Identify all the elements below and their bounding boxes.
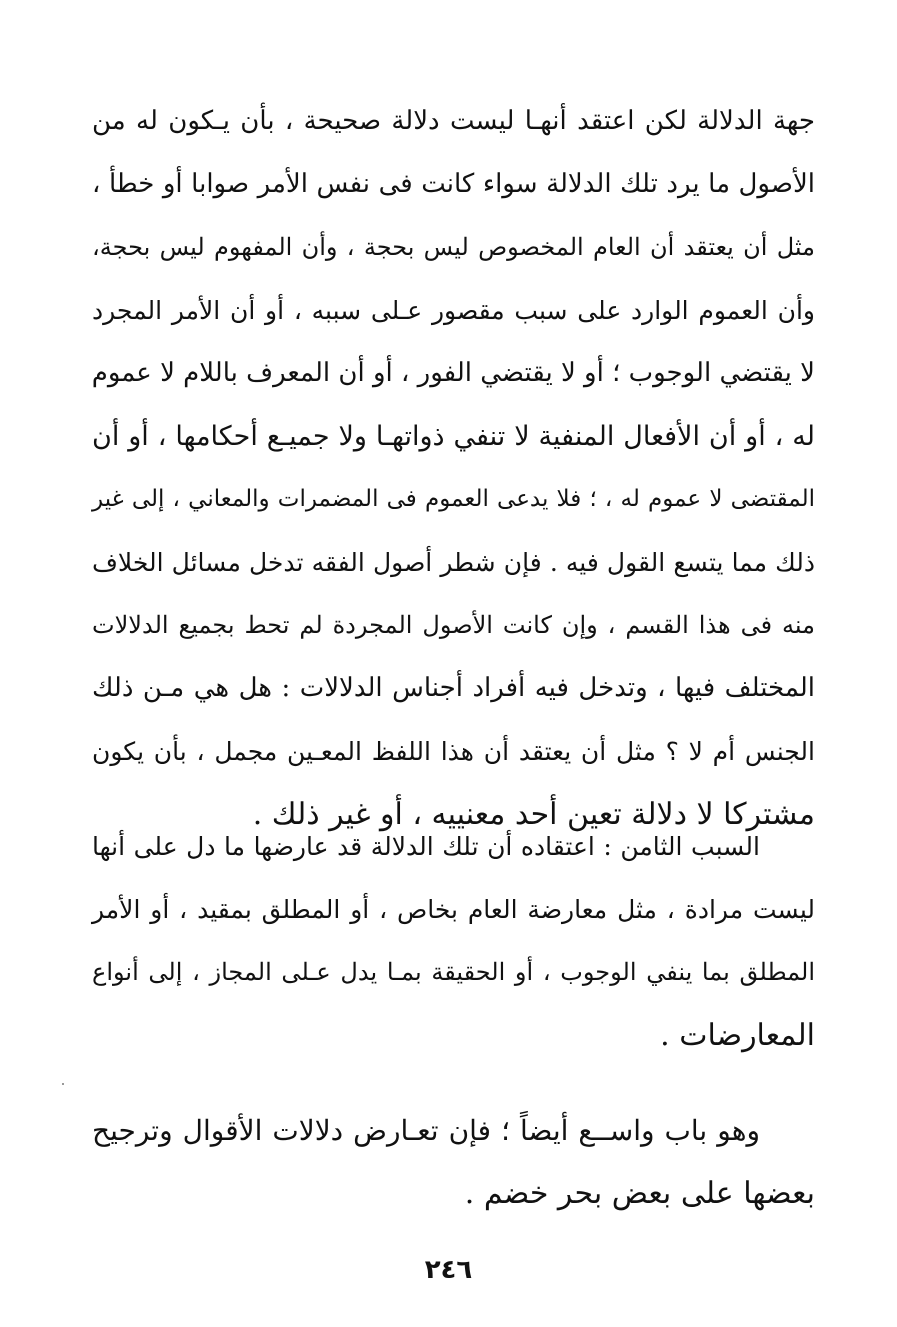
text-line: لا يقتضي الوجوب ؛ أو لا يقتضي الفور ، أو أن المعرف باللام لا عموم xyxy=(91,358,815,388)
text-line: منه فى هذا القسم ، وإن كانت الأصول المجردة لم تحط بجميع الدلالات xyxy=(92,611,815,639)
text-line: المطلق بما ينفي الوجوب ، أو الحقيقة بمـا يدل عـلى المجاز ، إلى أنواع xyxy=(92,958,815,986)
text-line: بعضها على بعض بحر خضم . xyxy=(464,1176,815,1211)
text-line: وهو باب واســع أيضاً ؛ فإن تعـارض دلالات الأقوال وترجيح xyxy=(92,1114,760,1147)
text-line: الأصول ما يرد تلك الدلالة سواء كانت فى نفس الأمر صوابا أو خطأ ، xyxy=(92,169,815,199)
text-line: ذلك مما يتسع القول فيه . فإن شطر أصول الفقه تدخل مسائل الخلاف xyxy=(92,548,815,577)
text-line: وأن العموم الوارد على سبب مقصور عـلى سببه ، أو أن الأمر المجرد xyxy=(92,296,815,325)
text-line: مشتركا لا دلالة تعين أحد معنييه ، أو غير ذلك . xyxy=(252,797,815,832)
paragraph-3 xyxy=(92,1099,815,1225)
text-line: المعارضات . xyxy=(660,1018,815,1053)
text-line: ليست مرادة ، مثل معارضة العام بخاص ، أو المطلق بمقيد ، أو الأمر xyxy=(92,895,815,924)
paragraph-2 xyxy=(92,815,815,1067)
text-line: المختلف فيها ، وتدخل فيه أفراد أجناس الدلالات : هل هي مـن ذلك xyxy=(92,673,815,703)
text-line: المقتضى لا عموم له ، ؛ فلا يدعى العموم فى المضمرات والمعاني ، إلى غير xyxy=(92,486,815,512)
text-line: السبب الثامن : اعتقاده أن تلك الدلالة قد عارضها ما دل على أنها xyxy=(92,832,760,861)
text-line: الجنس أم لا ؟ مثل أن يعتقد أن هذا اللفظ المعـين مجمل ، بأن يكون xyxy=(92,737,815,766)
text-line: له ، أو أن الأفعال المنفية لا تنفي ذواتهـا ولا جميـع أحكامها ، أو أن xyxy=(92,421,815,452)
page-number: ٢٤٦ xyxy=(424,1255,473,1285)
paragraph-1 xyxy=(92,90,815,846)
scan-speck xyxy=(62,1083,64,1085)
text-line: مثل أن يعتقد أن العام المخصوص ليس بحجة ، وأن المفهوم ليس بحجة، xyxy=(92,233,815,261)
text-line: جهة الدلالة لكن اعتقد أنهـا ليست دلالة صحيحة ، بأن يـكون له من xyxy=(92,106,815,136)
